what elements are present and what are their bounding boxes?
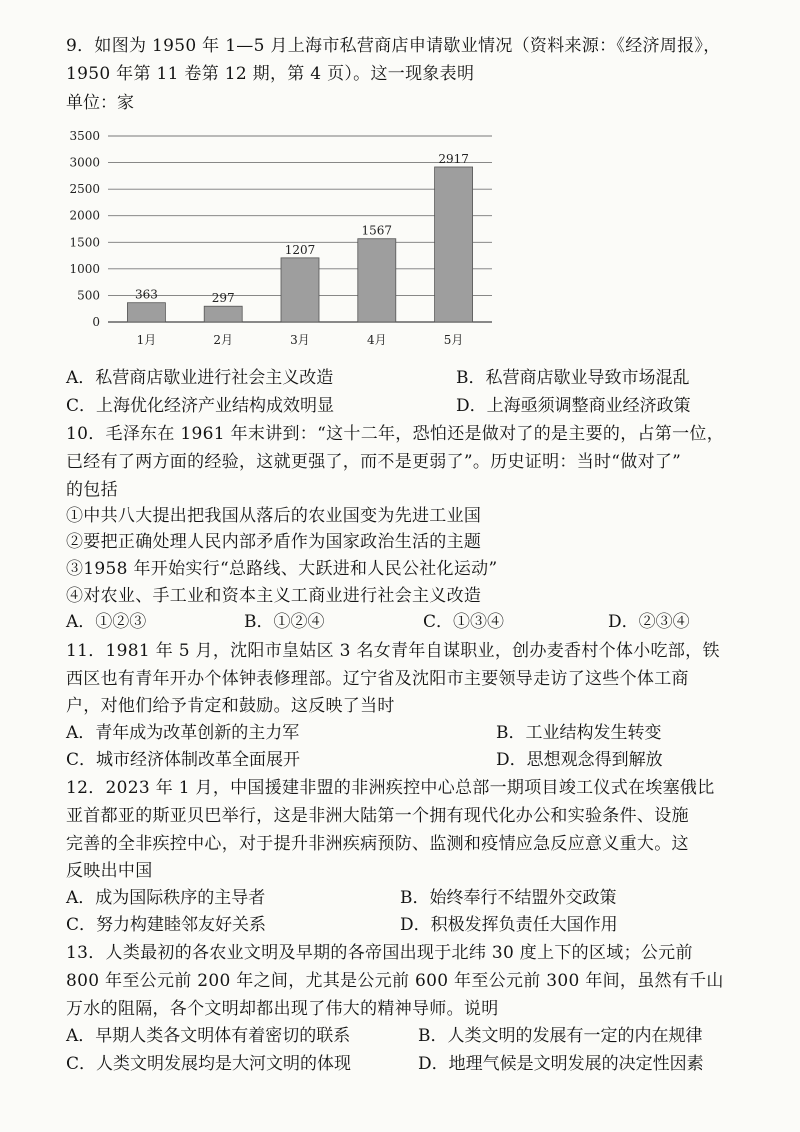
q13-stem-line-2: 800 年至公元前 200 年之间，尤其是公元前 600 年至公元前 300 年间，虽然有千山 xyxy=(66,971,724,991)
data-label: 2917 xyxy=(438,151,469,166)
q10-stem-line-2: 已经有了两方面的经验，这就更强了，而不是更弱了”。历史证明：当时“做对了” xyxy=(66,452,682,472)
q11-stem-line-1: 11．1981 年 5 月，沈阳市皇姑区 3 名女青年自谋职业，创办麦香村个体小吃部，铁 xyxy=(66,641,720,661)
bar-chart xyxy=(60,120,500,360)
q10-option-d: D．②③④ xyxy=(608,612,690,632)
q12-option-c: C．努力构建睦邻友好关系 xyxy=(66,915,267,935)
q11-option-c: C．城市经济体制改革全面展开 xyxy=(66,750,301,770)
bar xyxy=(204,306,242,322)
q10-option-b: B．①②④ xyxy=(244,612,325,632)
data-label: 297 xyxy=(211,291,235,306)
q12-stem-line-3: 完善的全非疾控中心，对于提升非洲疾病预防、监测和疫情应急反应意义重大。这 xyxy=(66,834,689,854)
bar xyxy=(281,258,319,322)
q10-statement-1: ①中共八大提出把我国从落后的农业国变为先进工业国 xyxy=(66,506,482,526)
q13-option-b: B．人类文明的发展有一定的内在规律 xyxy=(418,1026,703,1046)
y-tick-label: 3000 xyxy=(69,155,100,170)
y-tick-label: 3500 xyxy=(69,129,100,143)
q11-option-a: A．青年成为改革创新的主力军 xyxy=(66,723,300,743)
bar xyxy=(127,303,165,322)
q12-option-d: D．积极发挥负责任大国作用 xyxy=(400,915,618,935)
bar xyxy=(358,239,396,322)
q11-option-b: B．工业结构发生转变 xyxy=(496,723,662,743)
chart-unit-label: 单位：家 xyxy=(66,93,134,113)
q10-option-a: A．①②③ xyxy=(66,612,147,632)
data-label: 1207 xyxy=(284,242,316,257)
q12-option-b: B．始终奉行不结盟外交政策 xyxy=(400,888,617,908)
x-tick-label: 4月 xyxy=(366,333,387,347)
q13-stem-line-3: 万水的阻隔，各个文明却都出现了伟大的精神导师。说明 xyxy=(66,999,499,1019)
q13-option-d: D．地理气候是文明发展的决定性因素 xyxy=(418,1054,704,1074)
q13-option-c: C．人类文明发展均是大河文明的体现 xyxy=(66,1054,352,1074)
data-label: 363 xyxy=(134,287,158,302)
x-tick-label: 1月 xyxy=(136,333,157,347)
q12-stem-line-1: 12．2023 年 1 月，中国援建非盟的非洲疾控中心总部一期项目竣工仪式在埃塞俄比 xyxy=(66,778,715,798)
q10-option-c: C．①③④ xyxy=(423,612,505,632)
q10-statement-2: ②要把正确处理人民内部矛盾作为国家政治生活的主题 xyxy=(66,532,482,552)
data-label: 1567 xyxy=(361,223,393,238)
q9-option-c: C．上海优化经济产业结构成效明显 xyxy=(66,396,335,416)
q10-stem-line-3: 的包括 xyxy=(66,480,118,500)
q9-option-b: B．私营商店歇业导致市场混乱 xyxy=(456,368,690,388)
q13-option-a: A．早期人类各文明体有着密切的联系 xyxy=(66,1026,351,1046)
x-tick-label: 3月 xyxy=(290,333,310,347)
q9-option-d: D．上海亟须调整商业经济政策 xyxy=(456,396,691,416)
y-tick-label: 0 xyxy=(92,315,100,329)
q9-stem-line-2: 1950 年第 11 卷第 12 期，第 4 页）。这一现象表明 xyxy=(66,64,475,84)
q10-statement-4: ④对农业、手工业和资本主义工商业进行社会主义改造 xyxy=(66,586,482,606)
q9-option-a: A．私营商店歇业进行社会主义改造 xyxy=(66,368,334,388)
x-tick-label: 2月 xyxy=(213,333,234,347)
q9-stem-line-1: 9．如图为 1950 年 1—5 月上海市私营商店申请歇业情况（资料来源：《经济周报》， xyxy=(66,36,721,56)
q12-option-a: A．成为国际秩序的主导者 xyxy=(66,888,266,908)
q12-stem-line-4: 反映出中国 xyxy=(66,861,153,881)
q10-statement-3: ③1958 年开始实行“总路线、大跃进和人民公社化运动” xyxy=(66,559,498,579)
q10-stem-line-1: 10．毛泽东在 1961 年末讲到：“这十二年，恐怕还是做对了的是主要的，占第一位， xyxy=(66,424,724,444)
q12-stem-line-2: 亚首都亚的斯亚贝巴举行，这是非洲大陆第一个拥有现代化办公和实验条件、设施 xyxy=(66,806,689,826)
y-tick-label: 500 xyxy=(77,288,100,303)
q11-option-d: D．思想观念得到解放 xyxy=(496,750,663,770)
q13-stem-line-1: 13．人类最初的各农业文明及早期的各帝国出现于北纬 30 度上下的区域；公元前 xyxy=(66,943,693,963)
y-tick-label: 2000 xyxy=(69,208,100,223)
y-tick-label: 1500 xyxy=(69,235,100,250)
bar xyxy=(435,167,473,322)
q11-stem-line-3: 户，对他们给予肯定和鼓励。这反映了当时 xyxy=(66,696,395,716)
x-tick-label: 5月 xyxy=(443,333,464,347)
q11-stem-line-2: 西区也有青年开办个体钟表修理部。辽宁省及沈阳市主要领导走访了这些个体工商 xyxy=(66,669,689,689)
y-tick-label: 2500 xyxy=(69,182,100,197)
y-tick-label: 1000 xyxy=(69,261,100,276)
